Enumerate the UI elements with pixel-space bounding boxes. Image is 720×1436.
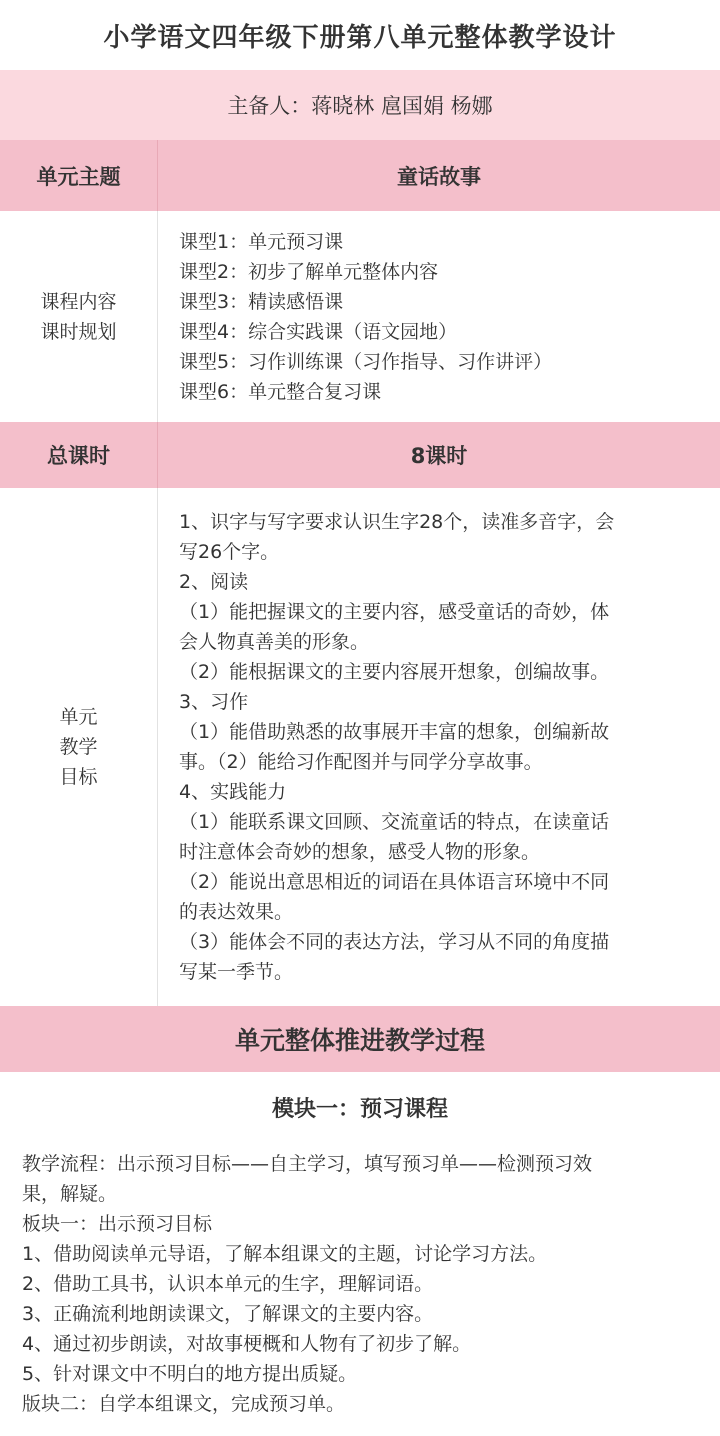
plan-table xyxy=(0,140,720,1006)
hours-row xyxy=(0,422,720,488)
flow-line: 5、针对课文中不明白的地方提出质疑。 xyxy=(22,1363,358,1385)
course-item: 课型4：综合实践课（语文园地） xyxy=(179,320,458,343)
goals-row xyxy=(0,488,720,1006)
module-heading: 模块一：预习课程 xyxy=(271,1096,448,1122)
goal-line: 写某一季节。 xyxy=(179,961,294,983)
goals-text xyxy=(158,488,720,1006)
goal-line: 的表达效果。 xyxy=(179,901,294,923)
course-item: 课型1：单元预习课 xyxy=(179,230,344,253)
goals-label-line: 目标 xyxy=(59,766,98,788)
goal-line: （2）能说出意思相近的词语在具体语言环境中不同 xyxy=(179,871,610,893)
process-heading: 单元整体推进教学过程 xyxy=(0,1006,720,1072)
theme-value: 童话故事 xyxy=(158,140,720,211)
goals-label xyxy=(0,488,158,1006)
theme-row xyxy=(0,140,720,211)
goal-line: （3）能体会不同的表达方法，学习从不同的角度描 xyxy=(179,931,610,953)
course-row xyxy=(0,211,720,422)
goal-line: 1、识字与写字要求认识生字28个，读准多音字，会 xyxy=(179,511,615,533)
flow-line: 版块二：自学本组课文，完成预习单。 xyxy=(22,1393,346,1415)
course-label xyxy=(0,211,158,422)
flow-text xyxy=(0,1142,720,1419)
course-item: 课型2：初步了解单元整体内容 xyxy=(179,260,439,283)
flow-line: 2、借助工具书，认识本单元的生字，理解词语。 xyxy=(22,1273,434,1295)
goal-line: （2）能根据课文的主要内容展开想象，创编故事。 xyxy=(179,661,610,683)
course-item: 课型5：习作训练课（习作指导、习作讲评） xyxy=(179,350,553,373)
hours-value: 8课时 xyxy=(158,422,720,488)
goal-line: （1）能联系课文回顾、交流童话的特点，在读童话 xyxy=(179,811,610,833)
course-item: 课型3：精读感悟课 xyxy=(179,290,344,313)
flow-line: 3、正确流利地朗读课文，了解课文的主要内容。 xyxy=(22,1303,434,1325)
flow-line: 4、通过初步朗读，对故事梗概和人物有了初步了解。 xyxy=(22,1333,472,1355)
goal-line: 3、习作 xyxy=(179,691,249,713)
flow-line: 1、借助阅读单元导语，了解本组课文的主题，讨论学习方法。 xyxy=(22,1243,548,1265)
goal-line: 时注意体会奇妙的想象，感受人物的形象。 xyxy=(179,841,541,863)
course-list xyxy=(158,211,720,422)
goal-line: （1）能把握课文的主要内容，感受童话的奇妙，体 xyxy=(179,601,610,623)
course-item: 课型6：单元整合复习课 xyxy=(179,380,382,403)
flow-line: 板块一：出示预习目标 xyxy=(22,1213,213,1235)
flow-line: 果，解疑。 xyxy=(22,1183,118,1205)
course-label-line: 课程内容 xyxy=(40,290,117,313)
goal-line: （1）能借助熟悉的故事展开丰富的想象，创编新故 xyxy=(179,721,610,743)
course-label-line: 课时规划 xyxy=(40,320,117,343)
preparer-line: 主备人：蒋晓林 扈国娟 杨娜 xyxy=(0,70,720,140)
document-title: 小学语文四年级下册第八单元整体教学设计 xyxy=(103,22,617,53)
goals-label-line: 教学 xyxy=(59,736,98,758)
goal-line: 2、阅读 xyxy=(179,571,249,593)
goal-line: 写26个字。 xyxy=(179,541,280,563)
goal-line: 会人物真善美的形象。 xyxy=(179,631,370,653)
hours-label: 总课时 xyxy=(0,422,158,488)
goal-line: 4、实践能力 xyxy=(179,781,287,803)
flow-line: 教学流程：出示预习目标——自主学习，填写预习单——检测预习效 xyxy=(22,1153,593,1175)
theme-label: 单元主题 xyxy=(0,140,158,211)
goals-label-line: 单元 xyxy=(59,706,98,728)
goal-line: 事。（2）能给习作配图并与同学分享故事。 xyxy=(179,751,543,773)
